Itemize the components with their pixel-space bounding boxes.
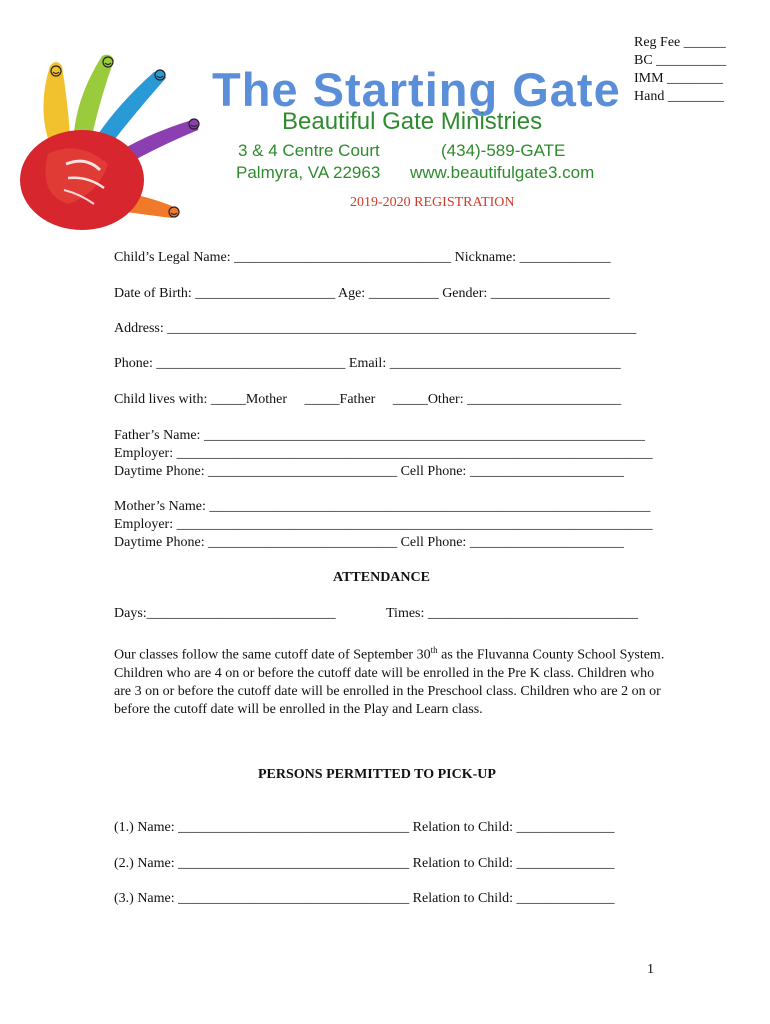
mother-phone-field[interactable]: Daytime Phone: ___________________________ Cell Phone: ______________________ — [114, 535, 624, 550]
father-name-field[interactable]: Father’s Name: _______________________________________________________________ — [114, 428, 645, 443]
child-name-field[interactable]: Child’s Legal Name: _______________________________ Nickname: _____________ — [114, 250, 611, 265]
days-field[interactable]: Days:___________________________ — [114, 606, 336, 621]
pickup-heading: PERSONS PERMITTED TO PICK-UP — [258, 767, 496, 782]
attendance-heading: ATTENDANCE — [333, 570, 430, 585]
address-line-2: Palmyra, VA 22963 — [236, 163, 381, 182]
mother-name-field[interactable]: Mother’s Name: _______________________________________________________________ — [114, 499, 651, 514]
pickup-person-1[interactable]: (1.) Name: _________________________________ Relation to Child: ______________ — [114, 820, 615, 835]
pickup-person-2[interactable]: (2.) Name: _________________________________ Relation to Child: ______________ — [114, 856, 615, 871]
times-field[interactable]: Times: ______________________________ — [386, 606, 638, 621]
bc-field[interactable]: BC __________ — [634, 53, 727, 68]
father-employer-field[interactable]: Employer: ____________________________________________________________________ — [114, 446, 653, 461]
mother-employer-field[interactable]: Employer: ____________________________________________________________________ — [114, 517, 653, 532]
phone-email-field[interactable]: Phone: ___________________________ Email: _________________________________ — [114, 356, 621, 371]
pickup-person-3[interactable]: (3.) Name: _________________________________ Relation to Child: ______________ — [114, 891, 615, 906]
reg-fee-field[interactable]: Reg Fee ______ — [634, 35, 726, 50]
lives-with-field[interactable]: Child lives with: _____Mother _____Father _____Other: ______________________ — [114, 392, 622, 407]
cutoff-policy-text: Our classes follow the same cutoff date of September 30th as the Fluvanna County School System. Children who are 4 on or before the cutoff date will be enrolled in the Pre K class. Children who are 3 on or before the cutoff date will be enrolled in the Preschool class. Children who are 2 on or before the cutoff date will be enrolled in the Play and Learn class. — [114, 645, 665, 717]
dob-field[interactable]: Date of Birth: ____________________ Age: __________ Gender: _________________ — [114, 286, 610, 301]
father-phone-field[interactable]: Daytime Phone: ___________________________ Cell Phone: ______________________ — [114, 464, 624, 479]
painted-hand-icon — [8, 44, 208, 234]
address-line-1: 3 & 4 Centre Court — [238, 141, 380, 160]
phone-number: (434)-589-GATE — [441, 141, 566, 160]
hand-field[interactable]: Hand ________ — [634, 89, 724, 104]
ministry-name: Beautiful Gate Ministries — [282, 108, 543, 135]
office-use-box — [634, 34, 726, 106]
registration-title: 2019-2020 REGISTRATION — [350, 195, 515, 210]
address-field[interactable]: Address: ___________________________________________________________________ — [114, 321, 637, 336]
page-number: 1 — [647, 962, 654, 977]
imm-field[interactable]: IMM ________ — [634, 71, 724, 86]
website-link[interactable]: www.beautifulgate3.com — [410, 163, 595, 182]
school-title: The Starting Gate — [212, 63, 621, 116]
